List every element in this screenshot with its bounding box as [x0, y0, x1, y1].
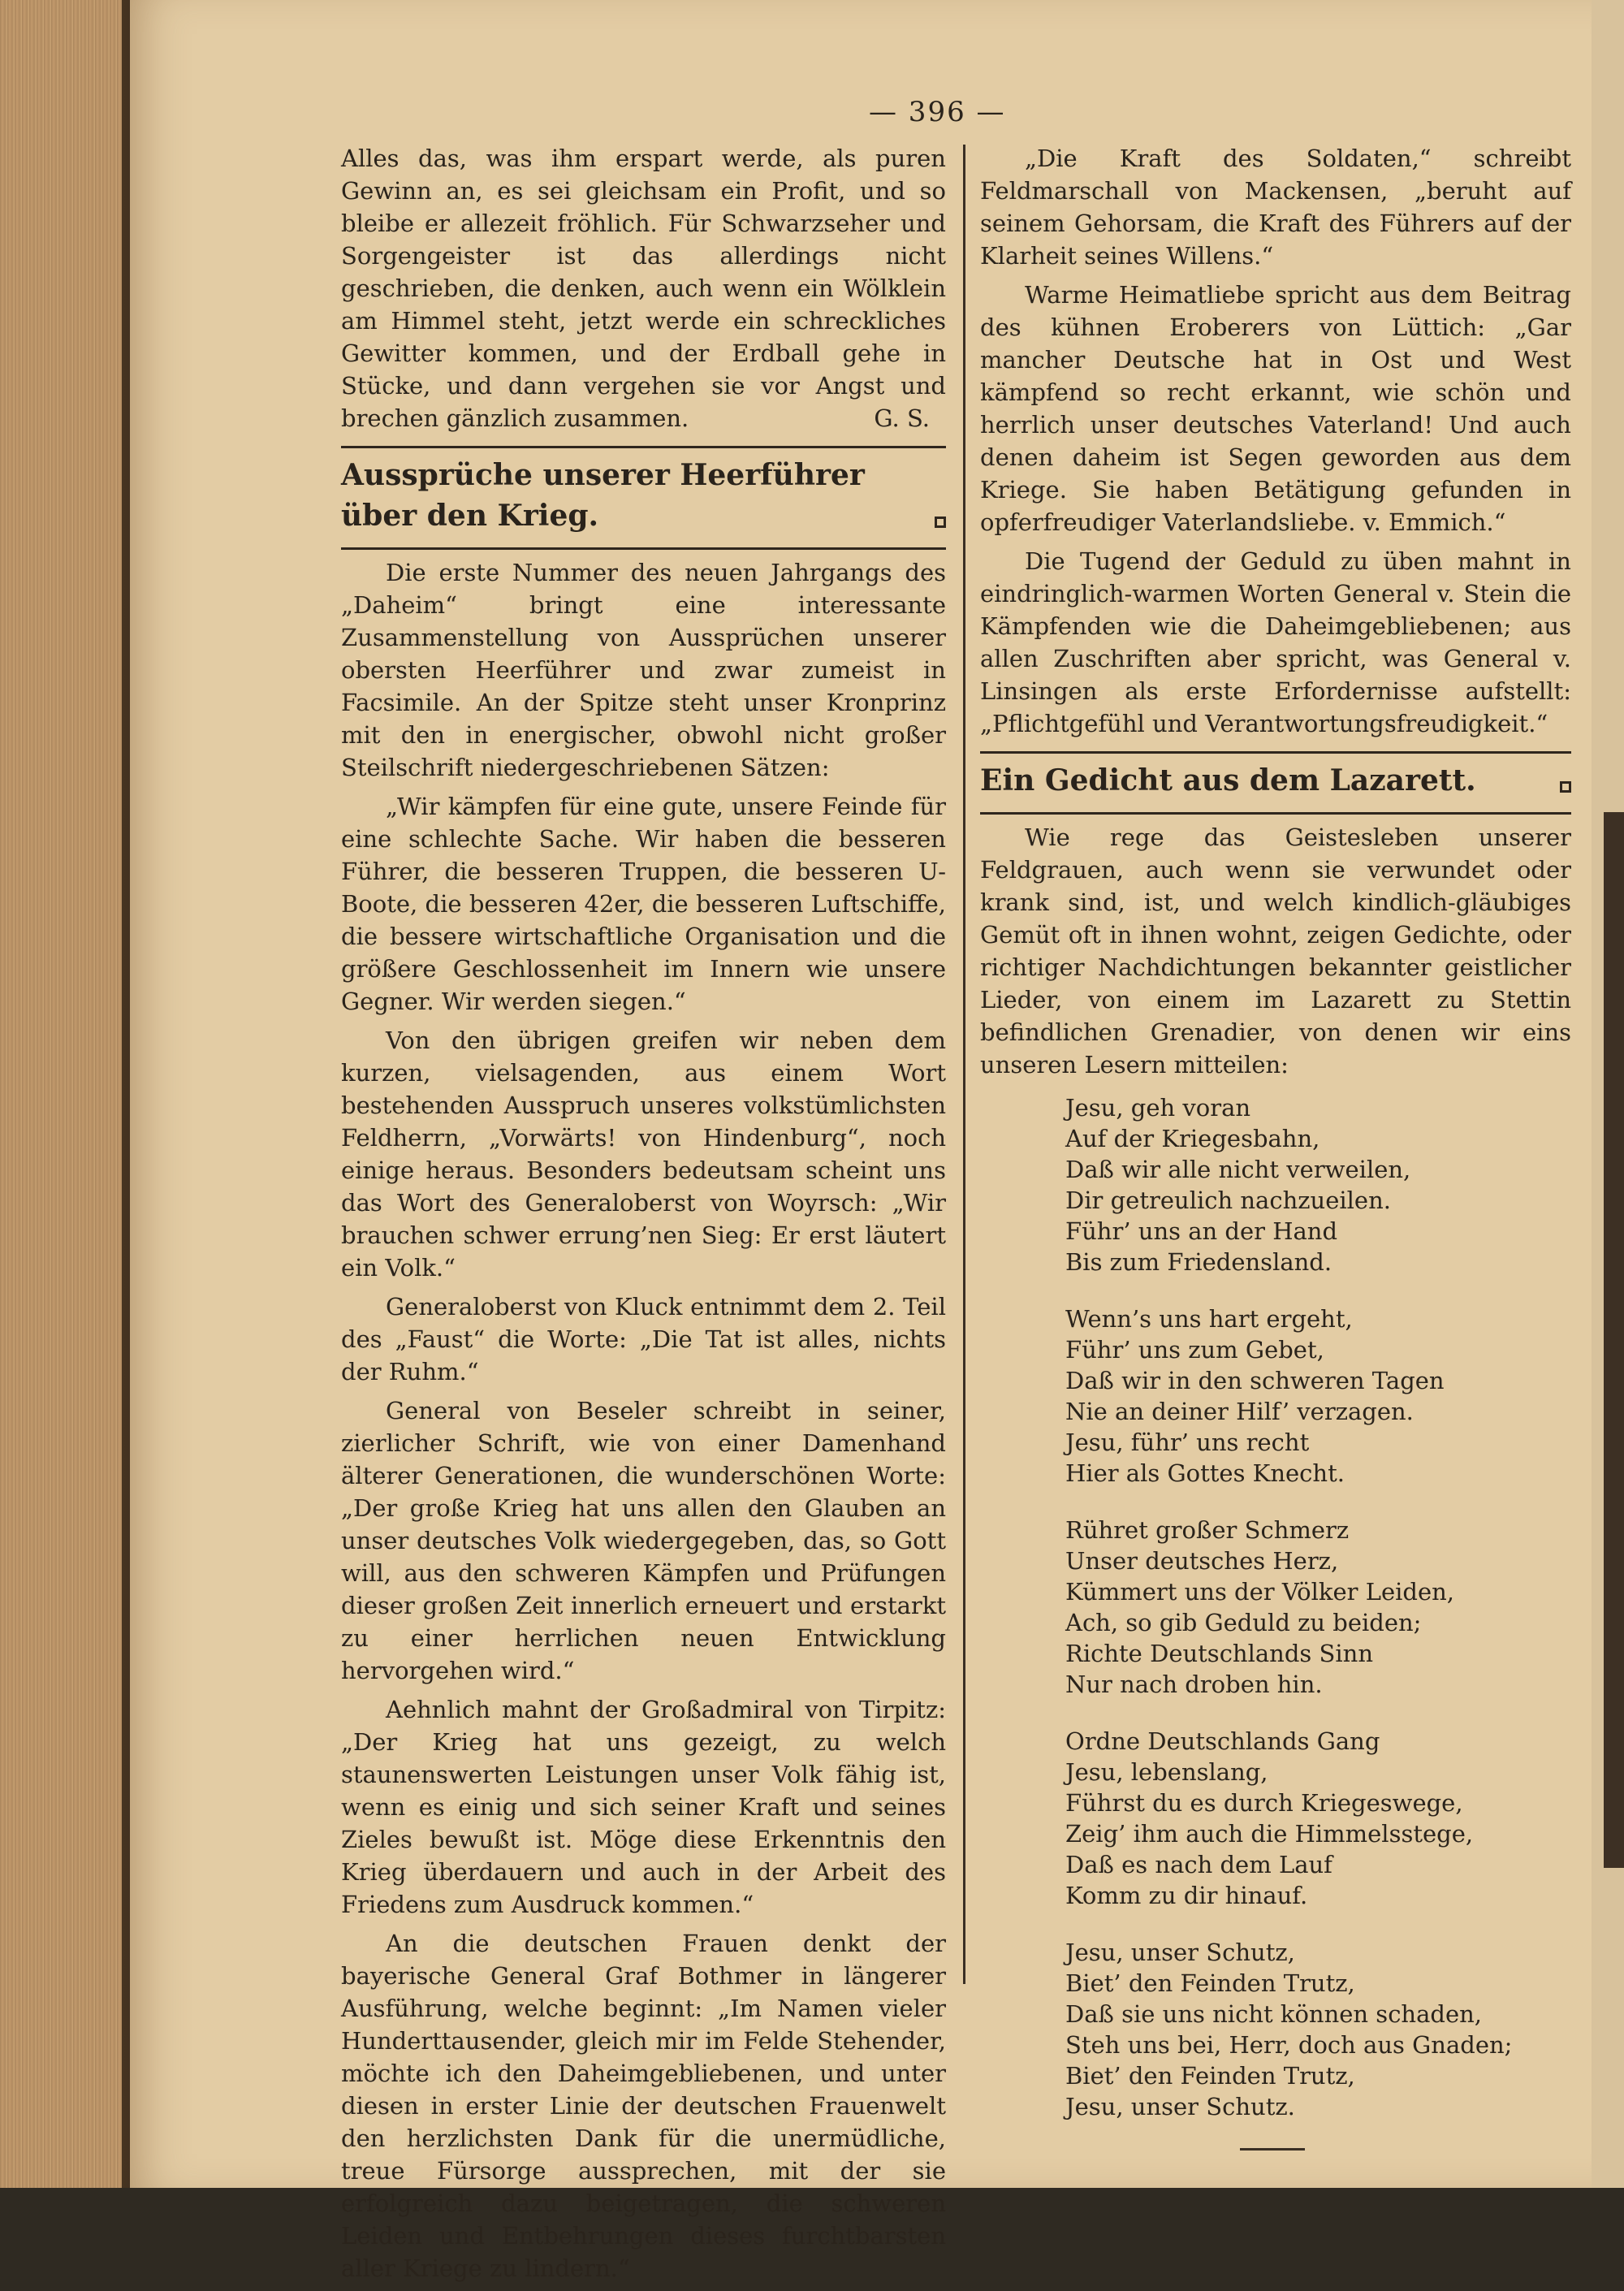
article-heading: Aussprüche unserer Heerführer über den Krieg.: [341, 455, 946, 536]
stanza: [1065, 1303, 1571, 1489]
poem-line: Jesu, unser Schutz,: [1065, 1939, 1295, 1966]
poem-line: Richte Deutschlands Sinn: [1065, 1640, 1374, 1667]
stanza: [1065, 1726, 1571, 1911]
paragraph: Die erste Nummer des neuen Jahrgangs des „Daheim“ bringt eine interessante Zusammenstellung von Aussprüchen unserer obersten Heerführer und zwar zumeist in Facsimile. An der Spitze steht unser Kronprinz mit den in energischer, obwohl nicht großer Steilschrift niedergeschriebenen Sätzen:: [341, 559, 946, 781]
poem-line: Führ’ uns zum Gebet,: [1065, 1336, 1324, 1364]
poem-line: Nie an deiner Hilf’ verzagen.: [1065, 1398, 1414, 1425]
right-column: [980, 142, 1571, 2151]
poem-line: Jesu, führ’ uns recht: [1065, 1429, 1310, 1456]
background-edge: [1604, 812, 1624, 1868]
stanza: [1065, 1937, 1571, 2122]
poem-line: Daß sie uns nicht können schaden,: [1065, 2000, 1483, 2028]
poem-line: Hier als Gottes Knecht.: [1065, 1459, 1345, 1487]
section-rule: [341, 446, 946, 448]
poem-line: Dir getreulich nachzueilen.: [1065, 1187, 1391, 1214]
poem-line: Ordne Deutschlands Gang: [1065, 1727, 1380, 1755]
poem-intro: Wie rege das Geistesleben unserer Feldgrauen, auch wenn sie verwundet oder krank sind, ist, und welch kindlich-gläubiges Gemüt oft in ihnen wohnt, zeigen Gedichte, oder richtiger Nachdichtungen bekannter geistlicher Lieder, von einem im Lazarett zu Stettin befindlichen Grenadier, von denen wir eins unseren Lesern mitteilen:: [980, 823, 1571, 1078]
poem-line: Führ’ uns an der Hand: [1065, 1217, 1338, 1245]
poem-line: Biet’ den Feinden Trutz,: [1065, 2062, 1355, 2090]
poem-line: Daß wir in den schweren Tagen: [1065, 1367, 1445, 1394]
stanza: [1065, 1515, 1571, 1700]
poem: [1065, 1092, 1571, 2122]
paragraph: General von Beseler schreibt in seiner, zierlicher Schrift, wie von einer Damenhand älterer Generationen, die wunderschönen Worte: „Der große Krieg hat uns allen den Glauben an unser deutsches Volk wiedergegeben, das, so Gott will, aus den schweren Kämpfen und Prüfungen dieser großen Zeit innerlich erneuert und erstarkt zu einer herrlichen neuen Entwicklung hervorgehen wird.“: [341, 1397, 946, 1684]
poem-line: Kümmert uns der Völker Leiden,: [1065, 1578, 1455, 1606]
paragraph: Aehnlich mahnt der Großadmiral von Tirpitz: „Der Krieg hat uns gezeigt, zu welch staunenswerten Leistungen unser Volk fähig ist, wenn es einig und sich seiner Kraft und seines Zieles bewußt ist. Möge diese Erkenntnis den Krieg überdauern und auch in der Arbeit des Friedens zum Ausdruck kommen.“: [341, 1696, 946, 1918]
paragraph: Warme Heimatliebe spricht aus dem Beitrag des kühnen Eroberers von Lüttich: „Gar mancher Deutsche hat in Ost und West kämpfend so recht erkannt, wie schön und herrlich unser deutsches Vaterland! Und auch denen daheim ist Segen geworden aus dem Kriege. Sie haben Betätigung gefunden in opferfreudiger Vaterlandsliebe. v. Emmich.“: [980, 281, 1571, 536]
poem-line: Führst du es durch Kriegeswege,: [1065, 1789, 1463, 1817]
poem-line: Nur nach droben hin.: [1065, 1671, 1323, 1698]
page-number: — 396 —: [869, 96, 1006, 128]
poem-line: Daß wir alle nicht verweilen,: [1065, 1156, 1411, 1183]
section-rule: [980, 751, 1571, 754]
poem-line: Jesu, unser Schutz.: [1065, 2093, 1295, 2120]
paragraph: „Wir kämpfen für eine gute, unsere Feinde für eine schlechte Sache. Wir haben die besseren Führer, die besseren Truppen, die besseren U-Boote, die besseren 42er, die besseren Luftschiffe, die bessere wirtschaftliche Organisation und die größere Geschlossenheit im Innern wie unsere Gegner. Wir werden siegen.“: [341, 793, 946, 1015]
stanza: [1065, 1092, 1571, 1277]
poem-line: Jesu, geh voran: [1065, 1094, 1251, 1122]
poem-line: Biet’ den Feinden Trutz,: [1065, 1969, 1355, 1997]
poem-heading: Ein Gedicht aus dem Lazarett.: [980, 760, 1571, 801]
end-square-icon: [1560, 781, 1571, 793]
poem-line: Unser deutsches Herz,: [1065, 1547, 1339, 1575]
left-column: [341, 142, 946, 2291]
book-page-edges: [0, 0, 122, 2188]
poem-line: Rühret großer Schmerz: [1065, 1516, 1350, 1544]
column-divider: [963, 145, 965, 1984]
paragraph: Generaloberst von Kluck entnimmt dem 2. Teil des „Faust“ die Worte: „Die Tat ist alles, nichts der Ruhm.“: [341, 1293, 946, 1385]
section-rule: [980, 812, 1571, 815]
poem-line: Bis zum Friedensland.: [1065, 1248, 1332, 1276]
poem-line: Steh uns bei, Herr, doch aus Gnaden;: [1065, 2031, 1513, 2059]
intro-paragraph: Alles das, was ihm erspart werde, als puren Gewinn an, es sei gleichsam ein Profit, und so bleibe er allezeit fröhlich. Für Schwarzseher und Sorgengeister ist das allerdings nicht geschrieben, die denken, auch wenn ein Wölklein am Himmel steht, jetzt werde ein schreckliches Gewitter kommen, und der Erdball gehe in Stücke, und dann vergehen sie vor Angst und brechen gänzlich zusammen. G. S.: [341, 142, 946, 434]
paragraph: An die deutschen Frauen denkt der bayerische General Graf Bothmer in längerer Ausführung, welche beginnt: „Im Namen vieler Hunderttausender, gleich mir im Felde Stehender, möchte ich den Daheimgebliebenen, und unter diesen in erster Linie der deutschen Frauenwelt den herzlichsten Dank für die unermüdliche, treue Fürsorge aussprechen, mit der sie erfolgreich dazu beigetragen, die schweren Leiden und Entbehrungen dieses furchtbarsten aller Kriege zu lindern.“: [341, 1930, 946, 2282]
poem-line: Wenn’s uns hart ergeht,: [1065, 1305, 1353, 1333]
poem-line: Auf der Kriegesbahn,: [1065, 1125, 1320, 1152]
poem-line: Ach, so gib Geduld zu beiden;: [1065, 1609, 1422, 1636]
end-rule: [1240, 2148, 1305, 2151]
poem-line: Daß es nach dem Lauf: [1065, 1851, 1332, 1878]
paragraph: Die Tugend der Geduld zu üben mahnt in eindringlich-warmen Worten General v. Stein die Kämpfenden wie die Daheimgebliebenen; aus allen Zuschriften aber spricht, was General v. Linsingen als erste Erfordernisse aufstellt: „Pflichtgefühl und Verantwortungsfreudigkeit.“: [980, 547, 1571, 737]
paragraph: „Die Kraft des Soldaten,“ schreibt Feldmarschall von Mackensen, „beruht auf seinem Gehorsam, die Kraft des Führers auf der Klarheit seines Willens.“: [980, 145, 1571, 270]
end-square-icon: [935, 517, 946, 528]
paragraph: Von den übrigen greifen wir neben dem kurzen, vielsagenden, aus einem Wort bestehenden Ausspruch unseres volkstümlichsten Feldherrn, „Vorwärts! von Hindenburg“, noch einige heraus. Besonders bedeutsam scheint uns das Wort des Generaloberst von Woyrsch: „Wir brauchen schwer errung’nen Sieg: Er erst läutert ein Volk.“: [341, 1027, 946, 1282]
section-rule: [341, 547, 946, 550]
poem-line: Jesu, lebenslang,: [1065, 1758, 1268, 1786]
poem-line: Komm zu dir hinauf.: [1065, 1882, 1308, 1909]
poem-line: Zeig’ ihm auch die Himmelsstege,: [1065, 1820, 1474, 1848]
signature: G. S.: [874, 404, 930, 432]
